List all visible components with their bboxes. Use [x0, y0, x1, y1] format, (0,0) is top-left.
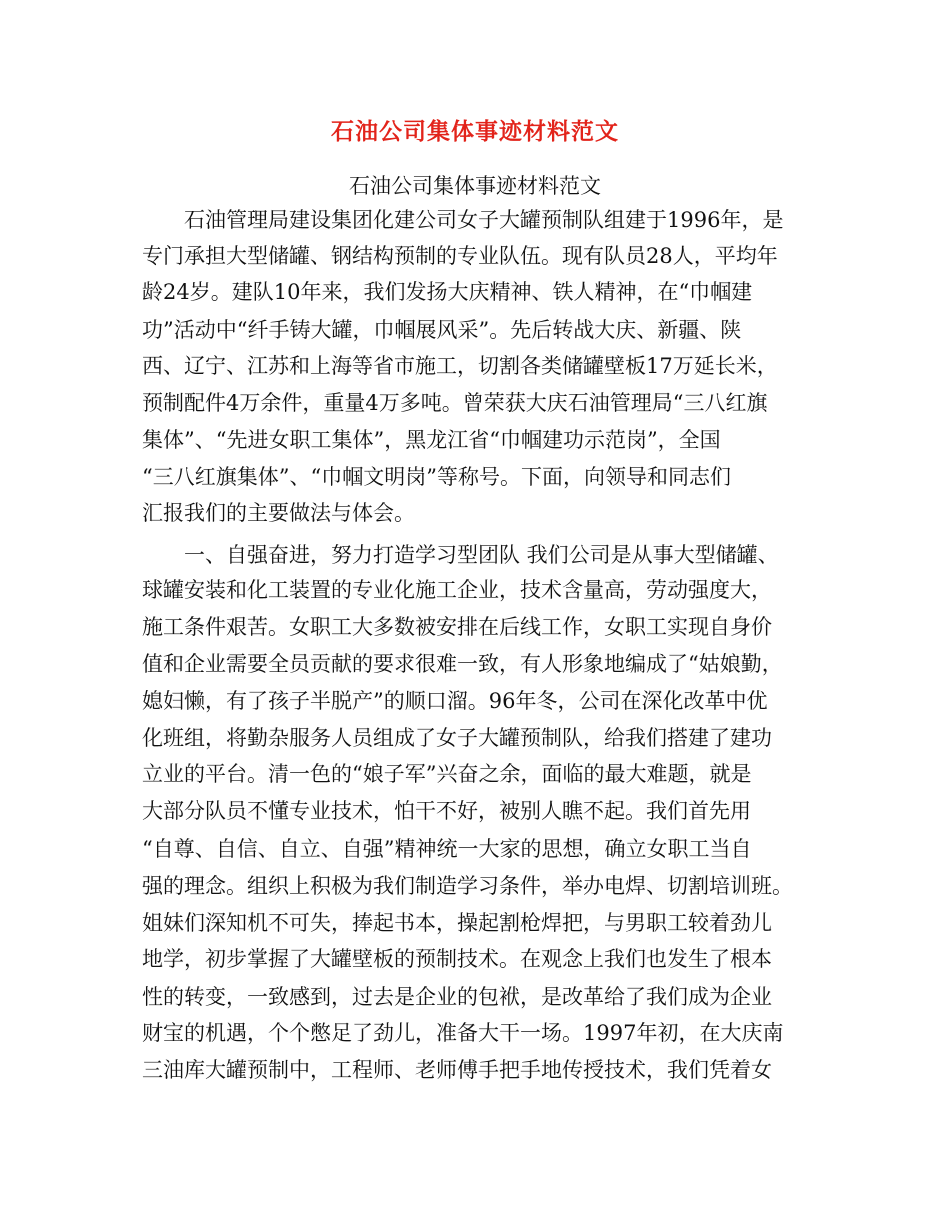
paragraph-line: 龄24岁。建队10年来，我们发扬大庆精神、铁人精神，在“巾帼建 — [142, 280, 753, 304]
paragraph-line: 三油库大罐预制中，工程师、老师傅手把手地传授技术，我们凭着女 — [142, 1058, 772, 1082]
paragraph-line: 专门承担大型储罐、钢结构预制的专业队伍。现有队员28人，平均年 — [142, 244, 778, 268]
paragraph-line: “自尊、自信、自立、自强”精神统一大家的思想，确立女职工当自 — [142, 837, 752, 861]
paragraph-line: 汇报我们的主要做法与体会。 — [142, 501, 415, 525]
paragraph-line: 值和企业需要全员贡献的要求很难一致，有人形象地编成了“姑娘勤， — [142, 652, 783, 676]
paragraph-line: 地学，初步掌握了大罐壁板的预制技术。在观念上我们也发生了根本 — [142, 947, 772, 971]
paragraph-line: 石油管理局建设集团化建公司女子大罐预制队组建于1996年，是 — [184, 208, 784, 232]
document-title: 石油公司集体事迹材料范文 — [331, 119, 619, 145]
paragraph-line: 球罐安装和化工装置的专业化施工企业，技术含量高，劳动强度大， — [142, 578, 772, 602]
document-subtitle: 石油公司集体事迹材料范文 — [349, 174, 601, 198]
paragraph-line: 一、自强奋进，努力打造学习型团队 我们公司是从事大型储罐、 — [184, 543, 779, 567]
paragraph-line: 立业的平台。清一色的“娘子军”兴奋之余，面临的最大难题，就是 — [142, 762, 752, 786]
paragraph-line: 施工条件艰苦。女职工大多数被安排在后线工作，女职工实现自身价 — [142, 615, 772, 639]
paragraph-line: 性的转变，一致感到，过去是企业的包袱，是改革给了我们成为企业 — [142, 985, 772, 1009]
paragraph-line: 预制配件4万余件，重量4万多吨。曾荣获大庆石油管理局“三八红旗 — [142, 391, 768, 415]
paragraph-line: 强的理念。组织上积极为我们制造学习条件，举办电焊、切割培训班。 — [142, 874, 793, 898]
paragraph-line: 大部分队员不懂专业技术，怕干不好，被别人瞧不起。我们首先用 — [142, 799, 751, 823]
paragraph-line: 功”活动中“纤手铸大罐，巾帼展风采”。先后转战大庆、新疆、陕 — [142, 318, 742, 342]
paragraph-line: 财宝的机遇，个个憋足了劲儿，准备大干一场。1997年初，在大庆南 — [142, 1021, 784, 1045]
paragraph-line: 媳妇懒，有了孩子半脱产”的顺口溜。96年冬，公司在深化改革中优 — [142, 689, 768, 713]
paragraph-line: 化班组，将勤杂服务人员组成了女子大罐预制队，给我们搭建了建功 — [142, 726, 772, 750]
paragraph-line: “三八红旗集体”、“巾帼文明岗”等称号。下面，向领导和同志们 — [142, 465, 731, 489]
paragraph-line: 西、辽宁、江苏和上海等省市施工，切割各类储罐壁板17万延长米， — [142, 354, 778, 378]
paragraph-line: 姐妹们深知机不可失，捧起书本，操起割枪焊把，与男职工较着劲儿 — [142, 911, 772, 935]
paragraph-line: 集体”、“先进女职工集体”，黑龙江省“巾帼建功示范岗”，全国 — [142, 428, 721, 452]
